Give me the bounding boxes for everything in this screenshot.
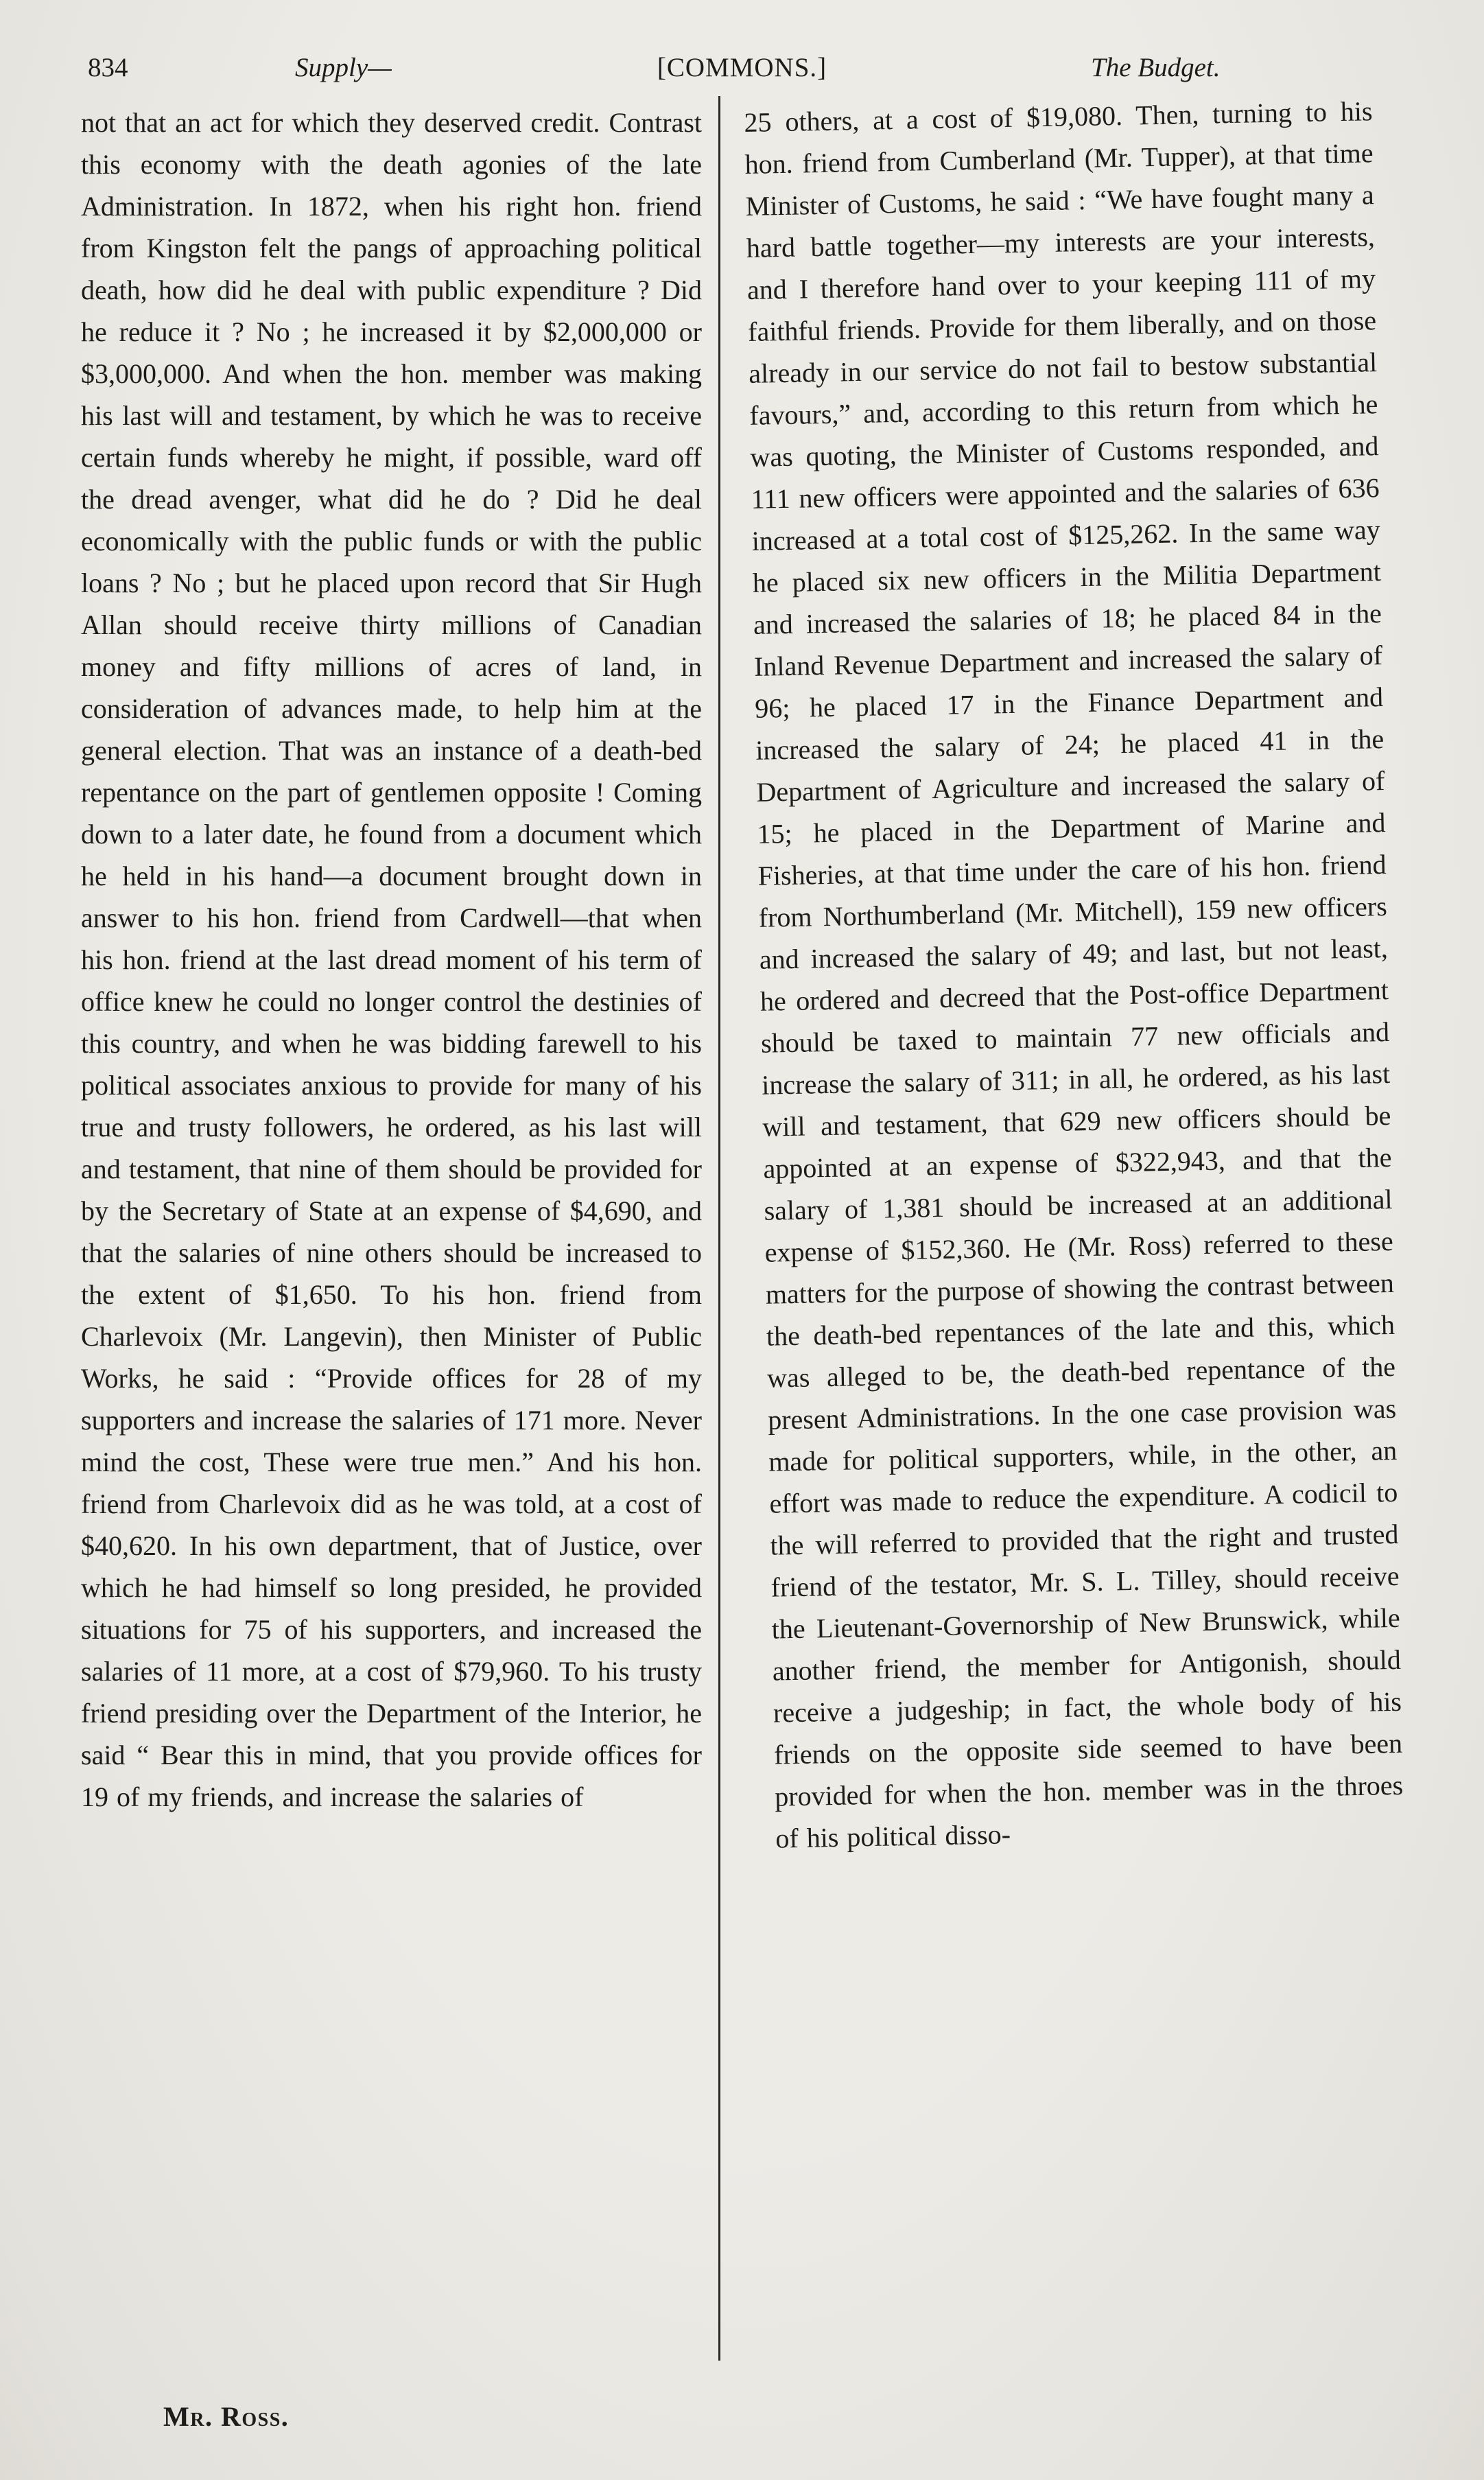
left-column-text: not that an act for which they deserved credit. Contrast this economy with the death agonies of the late Administration. In 1872, when his right hon. friend from Kingston felt the pangs of approaching political death, how did he deal with public expenditure ? Did he reduce it ? No ; he increased it by $2,000,000 or $3,000,000. And when the hon. member was making his last will and testament, by which he was to receive certain funds whereby he might, if possible, ward off the dread avenger, what did he do ? Did he deal economically with the public funds or with the public loans ? No ; but he placed upon record that Sir Hugh Allan should receive thirty millions of Canadian money and fifty millions of acres of land, in consideration of advances made, to help him at the general election. That was an instance of a death-bed repentance on the part of gentlemen opposite ! Coming down to a later date, he found from a document which he held in his hand—a document brought down in answer to his hon. friend from Cardwell—that when his hon. friend at the last dread moment of his term of office knew he could no longer control the destinies of this country, and when he was bidding farewell to his political associates anxious to provide for many of his true and trusty followers, he ordered, as his last will and testament, that nine of them should be provided for by the Secretary of State at an expense of $4,690, and that the salaries of nine others should be increased to the extent of $1,650. To his hon. friend from Charlevoix (Mr. Langevin), then Minister of Public Works, he said : “Provide offices for 28 of my supporters and increase the salaries of 171 more. Never mind the cost, These were true men.” And his hon. friend from Charlevoix did as he was told, at a cost of $40,620. In his own department, that of Justice, over which he had himself so long presided, he provided situations for 75 of his supporters, and increased the salaries of 11 more, at a cost of $79,960. To his trusty friend presiding over the Department of the Interior, he said “ Bear this in mind, that you provide offices for 19 of my friends, and increase the salaries of — [81, 107, 702, 1812]
running-title-supply: Supply— — [295, 53, 392, 82]
page-number: 834 — [88, 53, 128, 82]
column-divider — [718, 96, 720, 2361]
speaker-attribution: Mr. Ross. — [163, 2401, 290, 2432]
page-header — [0, 52, 1484, 91]
running-title-budget: The Budget. — [1091, 53, 1221, 82]
right-column-text: 25 others, at a cost of $19,080. Then, turning to his hon. friend from Cumberland (Mr. Tupper), at that time Minister of Customs, he said : “We have fought many a hard battle together—my interests are your interests, and I therefore hand over to your keeping 111 of my faithful friends. Provide for them liberally, and on those already in our service do not fail to bestow substantial favours,” and, according to this return from which he was quoting, the Minister of Customs responded, and 111 new officers were appointed and the salaries of 636 increased at a total cost of $125,262. In the same way he placed six new officers in the Militia Department and increased the salaries of 18; he placed 84 in the Inland Revenue Department and increased the salary of 96; he placed 17 in the Finance Department and increased the salary of 24; he placed 41 in the Department of Agriculture and increased the salary of 15; he placed in the Department of Marine and Fisheries, at that time under the care of his hon. friend from Northumberland (Mr. Mitchell), 159 new officers and increased the salary of 49; and last, but not least, he ordered and decreed that the Post-office Department should be taxed to maintain 77 new officials and increase the salary of 311; in all, he ordered, as his last will and testament, that 629 new officers should be appointed at an expense of $322,943, and that the salary of 1,381 should be increased at an additional expense of $152,360. He (Mr. Ross) referred to these matters for the purpose of showing the contrast between the death-bed repentances of the late and this, which was alleged to be, the death-bed repentance of the present Administrations. In the one case provision was made for political supporters, while, in the other, an effort was made to reduce the expenditure. A codicil to the will referred to provided that the right and trusted friend of the testator, Mr. S. L. Tilley, should receive the Lieutenant-Governorship of New Brunswick, while another friend, the member for Antigonish, should receive a judgeship; in fact, the whole body of his friends on the opposite side seemed to have been provided for when the hon. member was in the throes of his political disso- — [744, 95, 1404, 1854]
running-title-commons: [COMMONS.] — [657, 53, 827, 82]
